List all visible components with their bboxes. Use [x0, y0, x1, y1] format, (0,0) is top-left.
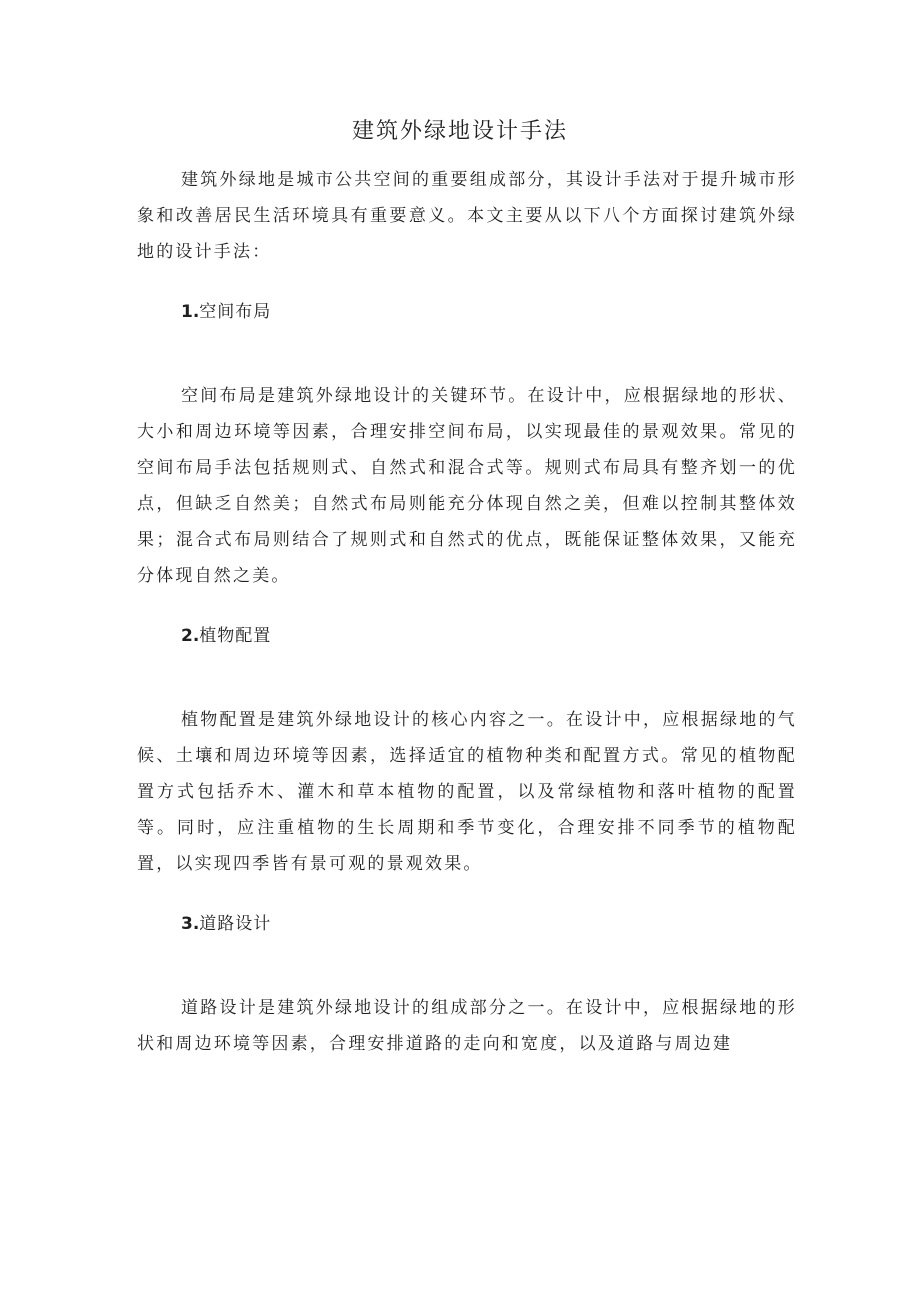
section-heading-text: 道路设计 — [199, 914, 272, 934]
document-body — [137, 162, 797, 1062]
section-number: 2. — [181, 626, 200, 646]
document-title: 建筑外绿地设计手法 — [351, 119, 568, 144]
section-heading-text: 植物配置 — [199, 626, 272, 646]
section-heading-3 — [137, 906, 797, 942]
section-number: 3. — [181, 914, 200, 934]
section-number: 1. — [181, 302, 200, 322]
section-heading-2 — [137, 618, 797, 654]
section-body-1: 空间布局是建筑外绿地设计的关键环节。在设计中，应根据绿地的形状、大小和周边环境等因素，合理安排空间布局，以实现最佳的景观效果。常见的空间布局手法包括规则式、自然式和混合式等。规则式布局具有整齐划一的优点，但缺乏自然美；自然式布局则能充分体现自然之美，但难以控制其整体效果；混合式布局则结合了规则式和自然式的优点，既能保证整体效果，又能充分体现自然之美。 — [137, 386, 797, 586]
section-body-2: 植物配置是建筑外绿地设计的核心内容之一。在设计中，应根据绿地的气候、土壤和周边环境等因素，选择适宜的植物种类和配置方式。常见的植物配置方式包括乔木、灌木和草本植物的配置，以及常绿植物和落叶植物的配置等。同时，应注重植物的生长周期和季节变化，合理安排不同季节的植物配置，以实现四季皆有景可观的景观效果。 — [137, 710, 797, 874]
section-heading-1 — [137, 294, 797, 330]
section-body-3: 道路设计是建筑外绿地设计的组成部分之一。在设计中，应根据绿地的形状和周边环境等因素，合理安排道路的走向和宽度，以及道路与周边建 — [137, 998, 797, 1054]
section-heading-text: 空间布局 — [199, 302, 272, 322]
intro-paragraph: 建筑外绿地是城市公共空间的重要组成部分，其设计手法对于提升城市形象和改善居民生活环境具有重要意义。本文主要从以下八个方面探讨建筑外绿地的设计手法： — [137, 170, 797, 262]
